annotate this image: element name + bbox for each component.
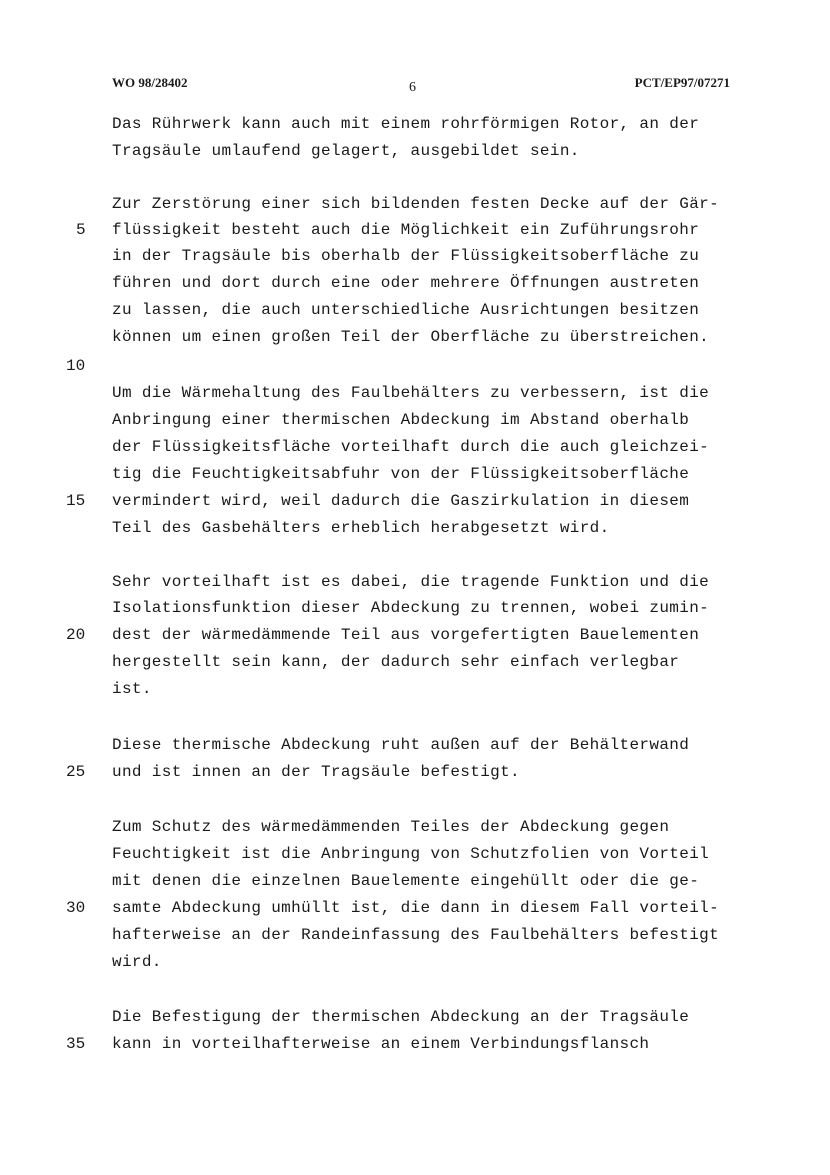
text-line: mit denen die einzelnen Bauelemente eingehüllt oder die ge- [112, 872, 700, 890]
text-line: Teil des Gasbehälters erheblich herabgesetzt wird. [112, 519, 610, 537]
text-line: Sehr vorteilhaft ist es dabei, die tragende Funktion und die [112, 573, 710, 591]
text-line: können um einen großen Teil der Oberfläche zu überstreichen. [112, 328, 710, 346]
text-line: Tragsäule umlaufend gelagert, ausgebildet sein. [112, 142, 580, 160]
line-number: 5 [76, 221, 86, 239]
text-line: Die Befestigung der thermischen Abdeckung an der Tragsäule [112, 1008, 690, 1026]
text-line: Um die Wärmehaltung des Faulbehälters zu verbessern, ist die [112, 384, 710, 402]
text-line: der Flüssigkeitsfläche vorteilhaft durch die auch gleichzei- [112, 438, 710, 456]
text-line: Zur Zerstörung einer sich bildenden festen Decke auf der Gär- [112, 195, 720, 213]
text-line: Isolationsfunktion dieser Abdeckung zu trennen, wobei zumin- [112, 599, 710, 617]
publication-number: WO 98/28402 [112, 75, 188, 90]
text-line: hergestellt sein kann, der dadurch sehr einfach verlegbar [112, 653, 680, 671]
line-number: 25 [66, 763, 86, 781]
text-line: zu lassen, die auch unterschiedliche Ausrichtungen besitzen [112, 301, 700, 319]
text-line: samte Abdeckung umhüllt ist, die dann in diesem Fall vorteil- [112, 899, 720, 917]
page-number: 6 [409, 80, 416, 95]
text-line: vermindert wird, weil dadurch die Gaszirkulation in diesem [112, 492, 690, 510]
text-line: ist. [112, 680, 152, 698]
line-number: 30 [66, 899, 86, 917]
text-line: flüssigkeit besteht auch die Möglichkeit ein Zuführungsrohr [112, 221, 700, 239]
text-line: hafterweise an der Randeinfassung des Faulbehälters befestigt [112, 926, 720, 944]
text-line: dest der wärmedämmende Teil aus vorgefertigten Bauelementen [112, 626, 700, 644]
line-number: 35 [66, 1035, 86, 1053]
text-line: führen und dort durch eine oder mehrere Öffnungen austreten [112, 274, 700, 292]
text-line: Diese thermische Abdeckung ruht außen auf der Behälterwand [112, 736, 690, 754]
text-line: tig die Feuchtigkeitsabfuhr von der Flüssigkeitsoberfläche [112, 465, 690, 483]
line-number: 20 [66, 626, 86, 644]
text-line: und ist innen an der Tragsäule befestigt. [112, 763, 521, 781]
text-line: Zum Schutz des wärmedämmenden Teiles der Abdeckung gegen [112, 818, 670, 836]
text-line: kann in vorteilhafterweise an einem Verbindungsflansch [112, 1035, 650, 1053]
text-line: Anbringung einer thermischen Abdeckung im Abstand oberhalb [112, 411, 690, 429]
line-number: 15 [66, 492, 86, 510]
text-line: in der Tragsäule bis oberhalb der Flüssigkeitsoberfläche zu [112, 247, 700, 265]
line-number: 10 [66, 357, 86, 375]
application-number: PCT/EP97/07271 [634, 75, 730, 90]
text-line: Feuchtigkeit ist die Anbringung von Schutzfolien von Vorteil [112, 845, 710, 863]
text-line: wird. [112, 953, 162, 971]
text-line: Das Rührwerk kann auch mit einem rohrförmigen Rotor, an der [112, 115, 700, 133]
